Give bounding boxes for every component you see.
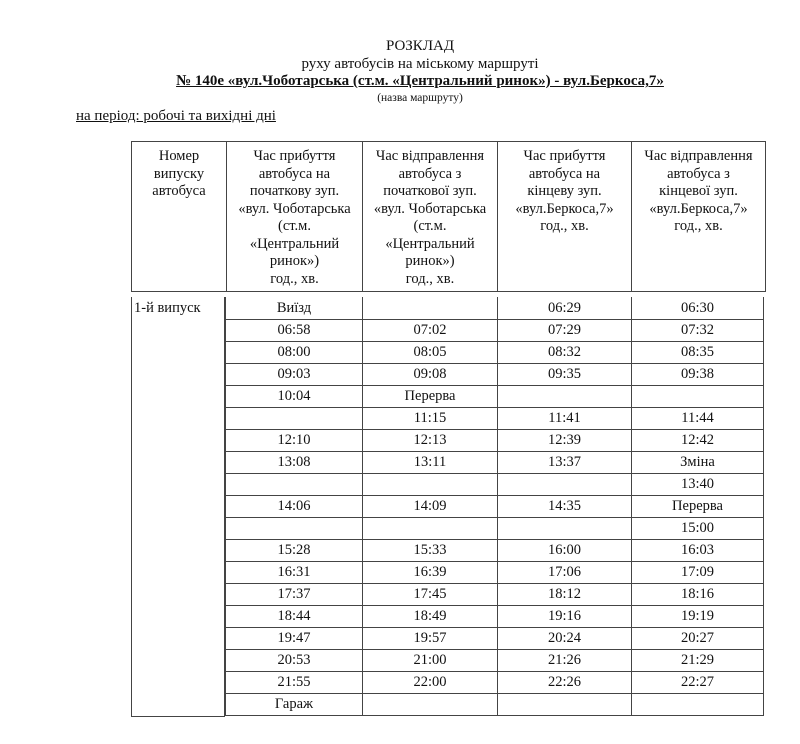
schedule-header xyxy=(131,141,766,292)
header-line: Час відправлення xyxy=(644,148,753,164)
header-line: (ст.м. xyxy=(413,218,447,234)
cell-arrival-end: 11:41 xyxy=(498,407,632,429)
header-line: год., хв. xyxy=(540,218,589,234)
header-line: год., хв. xyxy=(405,270,455,287)
table-row xyxy=(226,341,764,363)
table-row xyxy=(226,407,764,429)
table-row xyxy=(226,429,764,451)
cell-departure-end: 17:09 xyxy=(632,561,764,583)
period-label: на період: робочі та вихідні дні xyxy=(76,108,276,124)
header-line: «вул. Чоботарська xyxy=(373,200,487,217)
release-label: 1-й випуск xyxy=(134,300,201,316)
header-line: «вул. Чоботарська xyxy=(238,200,351,217)
cell-departure-start: 08:05 xyxy=(363,341,498,363)
table-row xyxy=(226,627,764,649)
header-line: Час прибуття xyxy=(253,148,336,164)
cell-arrival-end: 20:24 xyxy=(498,627,632,649)
cell-departure-start: 21:00 xyxy=(363,649,498,671)
cell-departure-end: 16:03 xyxy=(632,539,764,561)
header-line: автобуса на xyxy=(528,165,601,182)
table-row xyxy=(226,473,764,495)
cell-departure-end: 07:32 xyxy=(632,319,764,341)
cell-arrival-end: 06:29 xyxy=(498,297,632,319)
table-row xyxy=(226,517,764,539)
cell-arrival-start: 20:53 xyxy=(226,649,363,671)
table-row xyxy=(226,297,764,319)
header-line: год., хв. xyxy=(674,218,723,234)
cell-departure-start: 07:02 xyxy=(363,319,498,341)
cell-departure-start: 13:11 xyxy=(363,451,498,473)
cell-arrival-start: 19:47 xyxy=(226,627,363,649)
header-line: кінцевої зуп. xyxy=(659,183,738,199)
document-title: РОЗКЛАД xyxy=(385,38,455,54)
header-line: «Центральний xyxy=(249,235,340,252)
cell-departure-start: 22:00 xyxy=(363,671,498,693)
header-line: год., хв. xyxy=(270,270,319,287)
table-row xyxy=(226,605,764,627)
header-departure-end xyxy=(632,142,766,292)
cell-arrival-start: 06:58 xyxy=(226,319,363,341)
cell-departure-start: 19:57 xyxy=(363,627,498,649)
route-caption: (назва маршруту) xyxy=(377,92,463,104)
cell-departure-end: 15:00 xyxy=(632,517,764,539)
cell-departure-end: 18:16 xyxy=(632,583,764,605)
header-line: Час відправлення xyxy=(375,148,485,164)
cell-arrival-end xyxy=(498,473,632,495)
cell-arrival-start: 15:28 xyxy=(226,539,363,561)
header-release-number xyxy=(132,142,227,292)
table-row xyxy=(226,363,764,385)
header-line: (ст.м. xyxy=(278,218,311,234)
route-name: № 140е «вул.Чоботарська (ст.м. «Центральний ринок») - вул.Беркоса,7» xyxy=(176,73,664,89)
cell-arrival-end: 09:35 xyxy=(498,363,632,385)
cell-arrival-start: 16:31 xyxy=(226,561,363,583)
schedule-table xyxy=(225,297,764,716)
cell-arrival-end xyxy=(498,693,632,715)
header-line: «вул.Беркоса,7» xyxy=(515,200,614,217)
header-line: випуску xyxy=(153,165,205,182)
cell-arrival-start xyxy=(226,517,363,539)
cell-arrival-end: 22:26 xyxy=(498,671,632,693)
cell-departure-end: Перерва xyxy=(632,495,764,517)
cell-departure-end xyxy=(632,385,764,407)
cell-departure-start xyxy=(363,297,498,319)
table-row xyxy=(226,539,764,561)
table-row xyxy=(226,693,764,715)
document-subtitle: руху автобусів на міському маршруті xyxy=(301,56,539,72)
cell-arrival-end: 21:26 xyxy=(498,649,632,671)
cell-departure-end xyxy=(632,693,764,715)
cell-arrival-end: 07:29 xyxy=(498,319,632,341)
cell-arrival-end: 17:06 xyxy=(498,561,632,583)
cell-arrival-end: 19:16 xyxy=(498,605,632,627)
cell-departure-start: 12:13 xyxy=(363,429,498,451)
header-line: початкову зуп. xyxy=(249,183,340,199)
cell-departure-start: 09:08 xyxy=(363,363,498,385)
cell-departure-end: 20:27 xyxy=(632,627,764,649)
header-line: «Центральний xyxy=(385,235,475,252)
header-arrival-end xyxy=(498,142,632,292)
cell-departure-end: 12:42 xyxy=(632,429,764,451)
header-line: ринок») xyxy=(269,253,320,269)
header-line: ринок») xyxy=(405,253,455,269)
cell-departure-start xyxy=(363,473,498,495)
cell-arrival-start: 10:04 xyxy=(226,385,363,407)
header-line: «вул.Беркоса,7» xyxy=(649,200,748,217)
table-row xyxy=(226,649,764,671)
table-row xyxy=(226,319,764,341)
table-row xyxy=(226,451,764,473)
header-arrival-start xyxy=(227,142,363,292)
cell-arrival-start: 12:10 xyxy=(226,429,363,451)
cell-departure-end: 13:40 xyxy=(632,473,764,495)
cell-arrival-end: 12:39 xyxy=(498,429,632,451)
cell-departure-end: 11:44 xyxy=(632,407,764,429)
header-line: автобуса з xyxy=(667,165,730,182)
table-row xyxy=(226,385,764,407)
cell-departure-end: 19:19 xyxy=(632,605,764,627)
cell-arrival-end: 08:32 xyxy=(498,341,632,363)
cell-departure-start xyxy=(363,517,498,539)
header-line: Час прибуття xyxy=(523,148,606,164)
cell-departure-start: Перерва xyxy=(363,385,498,407)
header-line: автобуса на xyxy=(258,165,331,182)
cell-departure-end: 09:38 xyxy=(632,363,764,385)
cell-departure-start: 18:49 xyxy=(363,605,498,627)
cell-arrival-end: 16:00 xyxy=(498,539,632,561)
release-column xyxy=(131,297,225,717)
cell-departure-start xyxy=(363,693,498,715)
cell-arrival-start: 14:06 xyxy=(226,495,363,517)
table-row xyxy=(226,561,764,583)
cell-departure-start: 17:45 xyxy=(363,583,498,605)
cell-departure-start: 11:15 xyxy=(363,407,498,429)
cell-arrival-end: 13:37 xyxy=(498,451,632,473)
header-line: автобуса xyxy=(152,183,206,199)
cell-arrival-start xyxy=(226,407,363,429)
cell-departure-end: 21:29 xyxy=(632,649,764,671)
cell-arrival-end: 18:12 xyxy=(498,583,632,605)
cell-arrival-start: 13:08 xyxy=(226,451,363,473)
cell-arrival-start: 18:44 xyxy=(226,605,363,627)
header-line: початкової зуп. xyxy=(383,183,477,199)
cell-arrival-start: 09:03 xyxy=(226,363,363,385)
header-departure-start xyxy=(363,142,498,292)
header-line: кінцеву зуп. xyxy=(527,183,602,199)
cell-arrival-start: 17:37 xyxy=(226,583,363,605)
cell-arrival-start: 08:00 xyxy=(226,341,363,363)
header-line: Номер xyxy=(158,148,200,164)
cell-departure-start: 15:33 xyxy=(363,539,498,561)
header-line: автобуса з xyxy=(398,165,462,182)
table-row xyxy=(226,583,764,605)
cell-arrival-start: Виїзд xyxy=(226,297,363,319)
cell-arrival-end xyxy=(498,517,632,539)
cell-departure-end: 06:30 xyxy=(632,297,764,319)
cell-arrival-start: 21:55 xyxy=(226,671,363,693)
cell-arrival-start: Гараж xyxy=(226,693,363,715)
table-row xyxy=(226,495,764,517)
cell-departure-end: 22:27 xyxy=(632,671,764,693)
table-row xyxy=(226,671,764,693)
cell-arrival-start xyxy=(226,473,363,495)
cell-arrival-end xyxy=(498,385,632,407)
cell-departure-end: Зміна xyxy=(632,451,764,473)
cell-departure-start: 16:39 xyxy=(363,561,498,583)
cell-arrival-end: 14:35 xyxy=(498,495,632,517)
cell-departure-start: 14:09 xyxy=(363,495,498,517)
cell-departure-end: 08:35 xyxy=(632,341,764,363)
